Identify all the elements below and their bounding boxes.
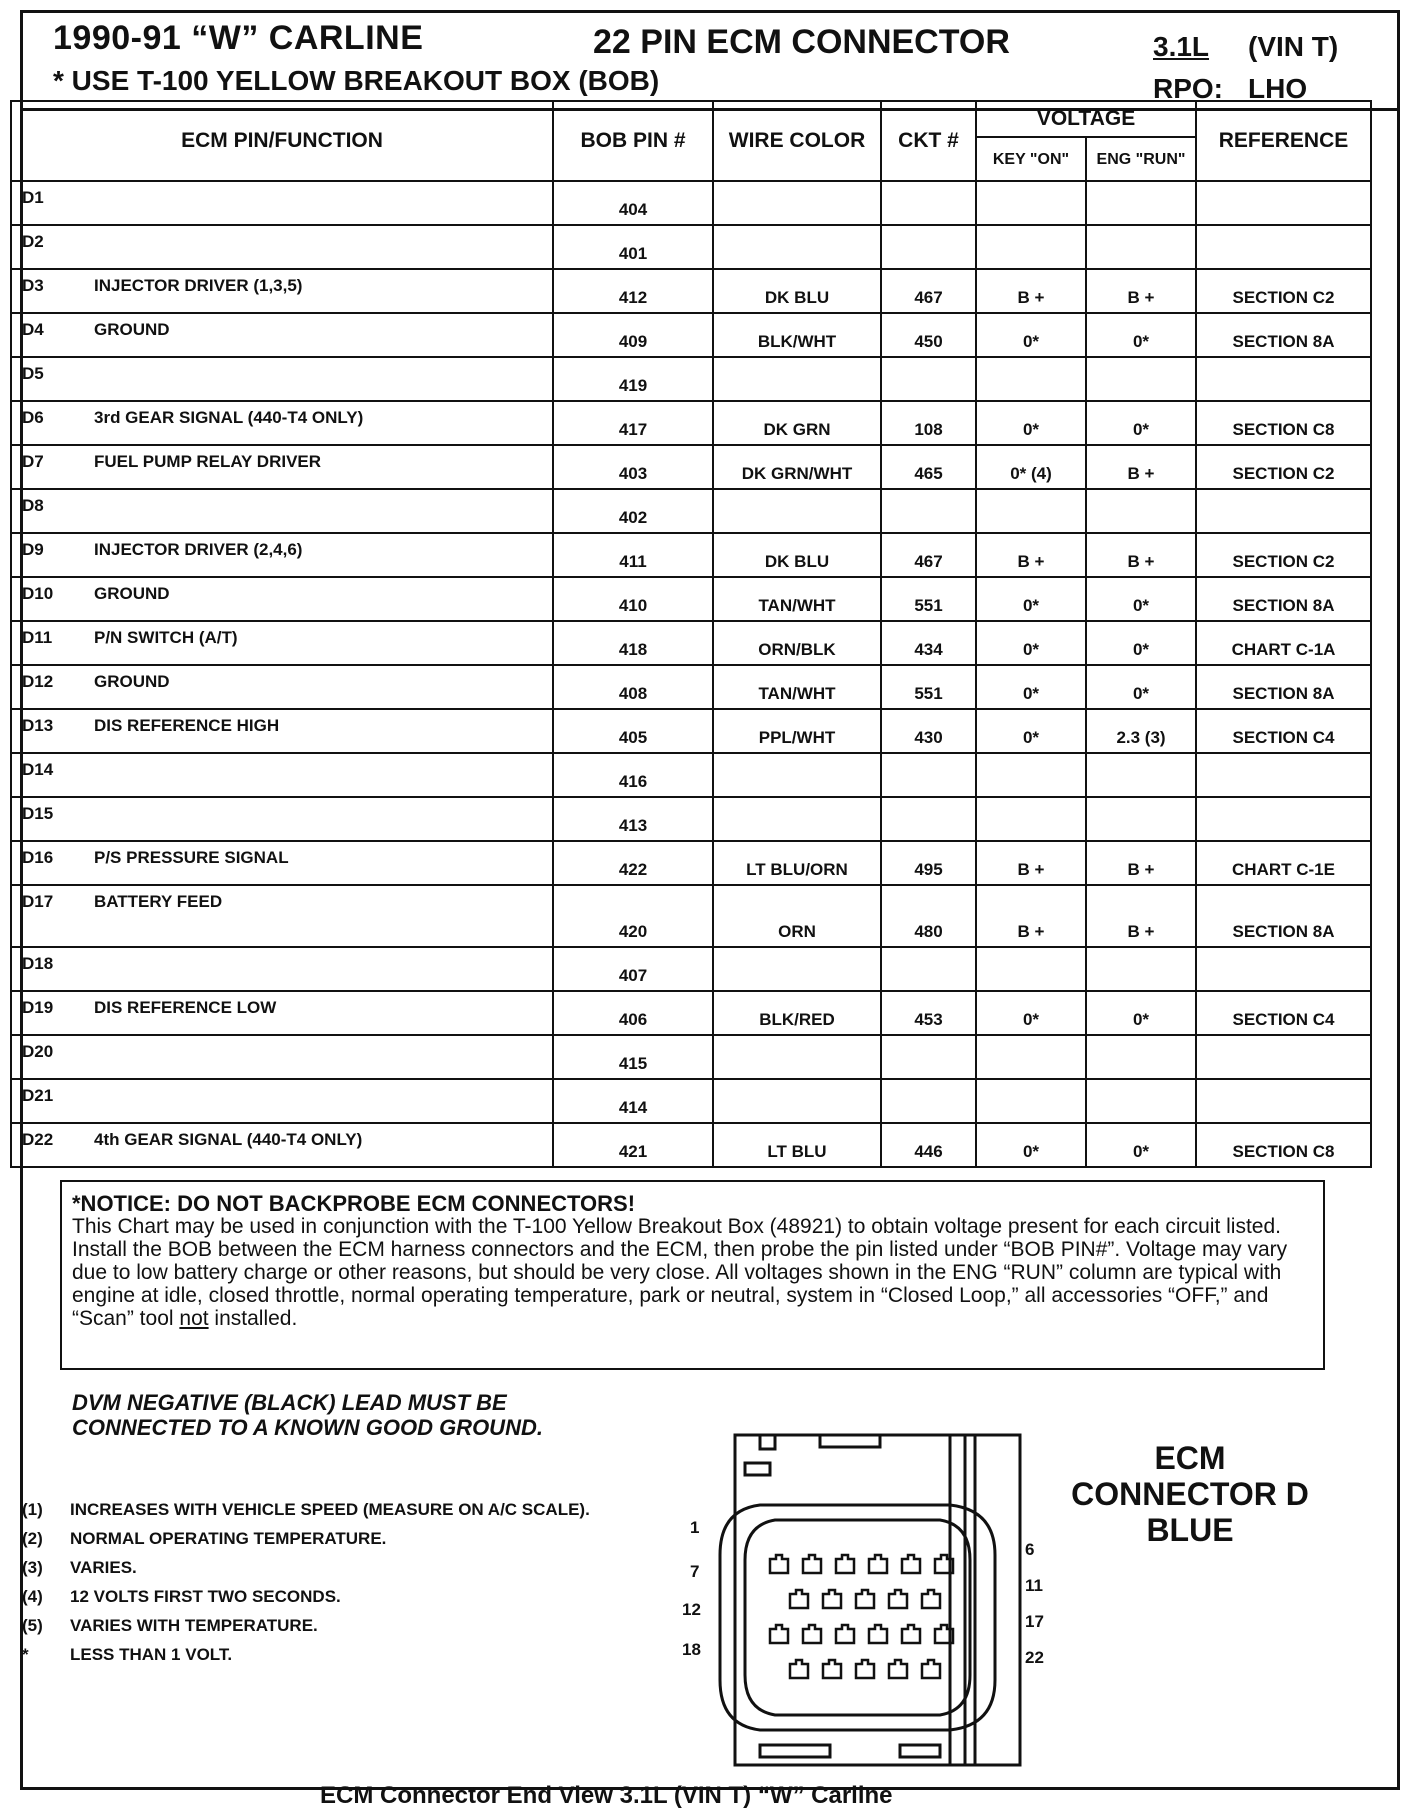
key-on-cell: 0* <box>976 621 1086 665</box>
bob-pin-cell: 414 <box>553 1079 713 1123</box>
bob-pin-cell: 407 <box>553 947 713 991</box>
ckt-cell: 430 <box>881 709 976 753</box>
pin-id: D10 <box>22 584 54 603</box>
table-row <box>11 313 1371 357</box>
key-on-cell: B + <box>976 841 1086 885</box>
pin-id: D12 <box>22 672 54 691</box>
connector-pin-cavity <box>803 1625 821 1643</box>
table-row <box>11 991 1371 1035</box>
ckt-cell: 551 <box>881 665 976 709</box>
connector-pin-cavity <box>836 1625 854 1643</box>
pin-function-cell <box>11 885 553 947</box>
pin-id: D19 <box>22 998 54 1017</box>
pin-function: INJECTOR DRIVER (1,3,5) <box>94 276 303 295</box>
ckt-cell: 467 <box>881 269 976 313</box>
wire-color-cell: BLK/WHT <box>713 313 881 357</box>
ckt-cell <box>881 225 976 269</box>
bob-pin-cell: 411 <box>553 533 713 577</box>
bob-pin-cell: 416 <box>553 753 713 797</box>
table-row <box>11 225 1371 269</box>
wire-color-cell: DK GRN/WHT <box>713 445 881 489</box>
bob-pin-cell: 406 <box>553 991 713 1035</box>
bob-pin-cell: 405 <box>553 709 713 753</box>
footnotes <box>22 1500 590 1674</box>
pin-function: GROUND <box>94 584 170 603</box>
reference-cell <box>1196 1035 1371 1079</box>
pin-function-cell <box>11 947 553 991</box>
pin-label-6: 6 <box>1025 1540 1035 1559</box>
connector-title-block <box>1050 1440 1330 1548</box>
col-pin-function: ECM PIN/FUNCTION <box>11 101 553 181</box>
eng-run-cell: B + <box>1086 841 1196 885</box>
dvm-warning <box>72 1390 543 1440</box>
chart-header <box>23 13 1397 111</box>
ckt-cell: 551 <box>881 577 976 621</box>
key-on-cell <box>976 1079 1086 1123</box>
pin-id: D7 <box>22 452 44 471</box>
notice-body <box>72 1215 1313 1330</box>
connector-pin-cavity <box>790 1590 808 1608</box>
pin-function-cell <box>11 225 553 269</box>
pin-id: D22 <box>22 1130 54 1149</box>
reference-cell: SECTION C8 <box>1196 1123 1371 1167</box>
key-on-cell: 0* <box>976 991 1086 1035</box>
pin-id: D18 <box>22 954 54 973</box>
pin-function: DIS REFERENCE HIGH <box>94 716 280 735</box>
pin-table <box>10 100 1372 1168</box>
wire-color-cell <box>713 753 881 797</box>
reference-cell <box>1196 489 1371 533</box>
pin-function-cell <box>11 1123 553 1167</box>
pin-function-cell <box>11 181 553 225</box>
wire-color-cell <box>713 947 881 991</box>
pin-function-cell <box>11 797 553 841</box>
pin-function-cell <box>11 1079 553 1123</box>
wire-color-cell: DK BLU <box>713 533 881 577</box>
pin-function-cell <box>11 841 553 885</box>
connector-pin-cavity <box>889 1590 907 1608</box>
wire-color-cell: ORN/BLK <box>713 621 881 665</box>
eng-run-cell <box>1086 1079 1196 1123</box>
eng-run-cell: 0* <box>1086 577 1196 621</box>
connector-title-line-3: BLUE <box>1146 1512 1234 1548</box>
ckt-cell <box>881 1079 976 1123</box>
table-row <box>11 753 1371 797</box>
table-row <box>11 841 1371 885</box>
key-on-cell: 0* <box>976 401 1086 445</box>
key-on-cell: 0* <box>976 709 1086 753</box>
wire-color-cell: LT BLU/ORN <box>713 841 881 885</box>
eng-run-cell <box>1086 225 1196 269</box>
pin-id: D6 <box>22 408 44 427</box>
bob-pin-cell: 418 <box>553 621 713 665</box>
ckt-cell: 495 <box>881 841 976 885</box>
pin-function-cell <box>11 753 553 797</box>
key-on-cell <box>976 357 1086 401</box>
table-row <box>11 1035 1371 1079</box>
eng-run-cell: 0* <box>1086 665 1196 709</box>
eng-run-cell: B + <box>1086 269 1196 313</box>
ckt-cell: 434 <box>881 621 976 665</box>
pin-label-18: 18 <box>682 1640 701 1659</box>
pin-id: D2 <box>22 232 44 251</box>
wire-color-cell: BLK/RED <box>713 991 881 1035</box>
table-row <box>11 357 1371 401</box>
pin-id: D1 <box>22 188 44 207</box>
wire-color-cell <box>713 797 881 841</box>
pin-function-cell <box>11 533 553 577</box>
key-on-cell <box>976 753 1086 797</box>
bob-pin-cell: 403 <box>553 445 713 489</box>
pin-function-cell <box>11 621 553 665</box>
bob-pin-cell: 421 <box>553 1123 713 1167</box>
connector-pin-cavity <box>803 1555 821 1573</box>
carline-title: 1990-91 “W” CARLINE <box>53 19 424 57</box>
key-on-cell <box>976 1035 1086 1079</box>
reference-cell: SECTION C2 <box>1196 533 1371 577</box>
bob-pin-cell: 413 <box>553 797 713 841</box>
reference-cell <box>1196 357 1371 401</box>
key-on-cell: 0* <box>976 577 1086 621</box>
pin-label-7: 7 <box>690 1562 700 1581</box>
pin-id: D3 <box>22 276 44 295</box>
pin-id: D8 <box>22 496 44 515</box>
key-on-cell: B + <box>976 269 1086 313</box>
pin-function-cell <box>11 401 553 445</box>
wire-color-cell: ORN <box>713 885 881 947</box>
reference-cell: SECTION 8A <box>1196 885 1371 947</box>
col-reference: REFERENCE <box>1196 101 1371 181</box>
pin-id: D11 <box>22 628 53 647</box>
connector-pin-cavity <box>823 1590 841 1608</box>
reference-cell: SECTION 8A <box>1196 665 1371 709</box>
key-on-cell <box>976 489 1086 533</box>
key-on-cell: 0* <box>976 665 1086 709</box>
ckt-cell: 450 <box>881 313 976 357</box>
bob-pin-cell: 417 <box>553 401 713 445</box>
connector-title-line-1: ECM <box>1154 1440 1226 1476</box>
wire-color-cell <box>713 357 881 401</box>
pin-id: D14 <box>22 760 54 779</box>
connector-title-line-2: CONNECTOR D <box>1071 1476 1309 1512</box>
bob-pin-cell: 401 <box>553 225 713 269</box>
reference-cell <box>1196 1079 1371 1123</box>
pin-id: D4 <box>22 320 44 339</box>
ckt-cell <box>881 1035 976 1079</box>
bob-pin-cell: 404 <box>553 181 713 225</box>
pin-function-cell <box>11 1035 553 1079</box>
pin-id: D5 <box>22 364 44 383</box>
reference-cell: SECTION C2 <box>1196 269 1371 313</box>
notice-body-emphasis: not <box>179 1307 209 1330</box>
key-on-cell: 0* (4) <box>976 445 1086 489</box>
key-on-cell <box>976 225 1086 269</box>
rpo-value: LHO <box>1248 73 1308 104</box>
reference-cell: SECTION C8 <box>1196 401 1371 445</box>
wire-color-cell <box>713 489 881 533</box>
pin-id: D9 <box>22 540 44 559</box>
bob-pin-cell: 409 <box>553 313 713 357</box>
reference-cell <box>1196 797 1371 841</box>
table-row <box>11 269 1371 313</box>
reference-cell: SECTION C4 <box>1196 709 1371 753</box>
ckt-cell: 108 <box>881 401 976 445</box>
connector-pin-cavity <box>770 1625 788 1643</box>
reference-cell: CHART C-1A <box>1196 621 1371 665</box>
notice-heading: *NOTICE: DO NOT BACKPROBE ECM CONNECTORS! <box>72 1191 636 1216</box>
table-row <box>11 947 1371 991</box>
eng-run-cell <box>1086 947 1196 991</box>
wire-color-cell <box>713 1035 881 1079</box>
eng-run-cell: B + <box>1086 533 1196 577</box>
footnote: (2) NORMAL OPERATING TEMPERATURE. <box>22 1529 387 1548</box>
eng-run-cell: 0* <box>1086 991 1196 1035</box>
connector-pin-cavity <box>823 1660 841 1678</box>
table-row <box>11 797 1371 841</box>
bob-pin-cell: 415 <box>553 1035 713 1079</box>
ckt-cell: 453 <box>881 991 976 1035</box>
pin-id: D21 <box>22 1086 54 1105</box>
connector-pin-cavity <box>922 1660 940 1678</box>
pin-function: GROUND <box>94 320 170 339</box>
reference-cell: SECTION 8A <box>1196 313 1371 357</box>
pin-function-cell <box>11 991 553 1035</box>
eng-run-cell: 0* <box>1086 313 1196 357</box>
pin-label-17: 17 <box>1025 1612 1044 1631</box>
key-on-cell: 0* <box>976 313 1086 357</box>
bob-instruction: * USE T-100 YELLOW BREAKOUT BOX (BOB) <box>53 65 660 96</box>
eng-run-cell: 2.3 (3) <box>1086 709 1196 753</box>
connector-pin-cavity <box>889 1660 907 1678</box>
connector-pin-cavity <box>922 1590 940 1608</box>
pin-function: DIS REFERENCE LOW <box>94 998 277 1017</box>
pin-function-cell <box>11 445 553 489</box>
reference-cell: SECTION 8A <box>1196 577 1371 621</box>
pin-id: D16 <box>22 848 54 867</box>
notice-box <box>60 1180 1325 1370</box>
connector-pin-cavity <box>856 1660 874 1678</box>
table-row <box>11 445 1371 489</box>
col-bob-pin: BOB PIN # <box>553 101 713 181</box>
footnote: (4) 12 VOLTS FIRST TWO SECONDS. <box>22 1587 341 1606</box>
reference-cell: SECTION C2 <box>1196 445 1371 489</box>
wire-color-cell: TAN/WHT <box>713 665 881 709</box>
table-row <box>11 181 1371 225</box>
table-row <box>11 401 1371 445</box>
wire-color-cell: DK GRN <box>713 401 881 445</box>
table-row <box>11 665 1371 709</box>
connector-pin-cavity <box>902 1625 920 1643</box>
dvm-line-1: DVM NEGATIVE (BLACK) LEAD MUST BE <box>72 1390 507 1415</box>
eng-run-cell: 0* <box>1086 401 1196 445</box>
table-row <box>11 489 1371 533</box>
figure-caption: ECM Connector End View 3.1L (VIN T) “W” Carline <box>320 1782 893 1809</box>
pin-function-cell <box>11 489 553 533</box>
pin-function: INJECTOR DRIVER (2,4,6) <box>94 540 303 559</box>
eng-run-cell <box>1086 357 1196 401</box>
col-voltage: VOLTAGE <box>976 101 1196 137</box>
footnote: (5) VARIES WITH TEMPERATURE. <box>22 1616 318 1635</box>
ckt-cell <box>881 797 976 841</box>
pin-rows <box>11 181 1371 1167</box>
pin-function-cell <box>11 269 553 313</box>
reference-cell: SECTION C4 <box>1196 991 1371 1035</box>
reference-cell <box>1196 225 1371 269</box>
ckt-cell: 465 <box>881 445 976 489</box>
connector-pin-cavity <box>790 1660 808 1678</box>
ckt-cell <box>881 357 976 401</box>
connector-pin-cavity <box>869 1625 887 1643</box>
eng-run-cell: 0* <box>1086 621 1196 665</box>
eng-run-cell <box>1086 797 1196 841</box>
connector-pin-cavity <box>869 1555 887 1573</box>
table-row <box>11 621 1371 665</box>
bob-pin-cell: 422 <box>553 841 713 885</box>
reference-cell <box>1196 753 1371 797</box>
wire-color-cell: DK BLU <box>713 269 881 313</box>
table-row <box>11 1123 1371 1167</box>
pin-function-cell <box>11 357 553 401</box>
pin-function: GROUND <box>94 672 170 691</box>
connector-pin-cavity <box>836 1555 854 1573</box>
ckt-cell <box>881 489 976 533</box>
bob-pin-cell: 402 <box>553 489 713 533</box>
footnote: (3) VARIES. <box>22 1558 137 1577</box>
pin-label-22: 22 <box>1025 1648 1044 1667</box>
pin-id: D13 <box>22 716 54 735</box>
key-on-cell <box>976 181 1086 225</box>
eng-run-cell: 0* <box>1086 1123 1196 1167</box>
table-row <box>11 533 1371 577</box>
ckt-cell: 446 <box>881 1123 976 1167</box>
pin-id: D15 <box>22 804 54 823</box>
pin-function-cell <box>11 709 553 753</box>
connector-pin-cavity <box>770 1555 788 1573</box>
dvm-line-2: CONNECTED TO A KNOWN GOOD GROUND. <box>72 1415 543 1440</box>
pin-function: P/S PRESSURE SIGNAL <box>94 848 289 867</box>
ckt-cell: 480 <box>881 885 976 947</box>
pin-function: BATTERY FEED <box>94 892 223 911</box>
connector-title: 22 PIN ECM CONNECTOR <box>593 23 1010 61</box>
pin-function: 3rd GEAR SIGNAL (440-T4 ONLY) <box>94 408 364 427</box>
connector-pin-cavity <box>902 1555 920 1573</box>
key-on-cell: B + <box>976 885 1086 947</box>
bob-pin-cell: 410 <box>553 577 713 621</box>
bob-pin-cell: 419 <box>553 357 713 401</box>
col-ckt: CKT # <box>881 101 976 181</box>
key-on-cell: 0* <box>976 1123 1086 1167</box>
ckt-cell <box>881 181 976 225</box>
key-on-cell <box>976 947 1086 991</box>
vin-code: (VIN T) <box>1248 31 1339 62</box>
table-row <box>11 885 1371 947</box>
footnote: * LESS THAN 1 VOLT. <box>22 1645 233 1664</box>
col-wire-color: WIRE COLOR <box>713 101 881 181</box>
ckt-cell: 467 <box>881 533 976 577</box>
wire-color-cell <box>713 181 881 225</box>
wire-color-cell <box>713 1079 881 1123</box>
pin-function: FUEL PUMP RELAY DRIVER <box>94 452 322 471</box>
eng-run-cell: B + <box>1086 445 1196 489</box>
wire-color-cell: TAN/WHT <box>713 577 881 621</box>
bob-pin-cell: 408 <box>553 665 713 709</box>
reference-cell: CHART C-1E <box>1196 841 1371 885</box>
notice-body-text: This Chart may be used in conjunction with the T-100 Yellow Breakout Box (48921) to obtain voltage present for each circuit listed. Install the BOB between the ECM harness connectors and the ECM, then probe the pin listed under “BOB PIN#”. Voltage may vary due to low battery charge or other reasons, but should be very close. All voltages shown in the ENG “RUN” column are typical with engine at idle, closed throttle, normal operating temperature, park or neutral, system in “Closed Loop,” all accessories “OFF,” and “Scan” tool <box>72 1215 1288 1330</box>
reference-cell <box>1196 181 1371 225</box>
pin-function: 4th GEAR SIGNAL (440-T4 ONLY) <box>94 1130 363 1149</box>
pin-id: D17 <box>22 892 54 911</box>
pin-label-1: 1 <box>690 1518 700 1537</box>
eng-run-cell <box>1086 1035 1196 1079</box>
pin-label-12: 12 <box>682 1600 701 1619</box>
footnote: (1) INCREASES WITH VEHICLE SPEED (MEASURE ON A/C SCALE). <box>22 1500 590 1519</box>
pin-function-cell <box>11 577 553 621</box>
table-row <box>11 709 1371 753</box>
connector-pin-cavity <box>856 1590 874 1608</box>
table-row <box>11 577 1371 621</box>
rpo-label: RPO: <box>1153 73 1223 104</box>
engine-size: 3.1L <box>1153 31 1210 62</box>
col-key-on: KEY "ON" <box>976 137 1086 181</box>
pin-function-cell <box>11 313 553 357</box>
connector-end-view-drawing <box>700 1425 1040 1770</box>
eng-run-cell <box>1086 753 1196 797</box>
eng-run-cell: B + <box>1086 885 1196 947</box>
eng-run-cell <box>1086 489 1196 533</box>
key-on-cell: B + <box>976 533 1086 577</box>
eng-run-cell <box>1086 181 1196 225</box>
bob-pin-cell: 412 <box>553 269 713 313</box>
notice-body-end: installed. <box>208 1307 298 1330</box>
ckt-cell <box>881 753 976 797</box>
pin-function-cell <box>11 665 553 709</box>
wire-color-cell <box>713 225 881 269</box>
pin-function: P/N SWITCH (A/T) <box>94 628 238 647</box>
wire-color-cell: PPL/WHT <box>713 709 881 753</box>
ckt-cell <box>881 947 976 991</box>
pin-id: D20 <box>22 1042 54 1061</box>
pin-label-11: 11 <box>1025 1576 1043 1595</box>
bob-pin-cell: 420 <box>553 885 713 947</box>
wire-color-cell: LT BLU <box>713 1123 881 1167</box>
col-eng-run: ENG "RUN" <box>1086 137 1196 181</box>
key-on-cell <box>976 797 1086 841</box>
reference-cell <box>1196 947 1371 991</box>
table-row <box>11 1079 1371 1123</box>
